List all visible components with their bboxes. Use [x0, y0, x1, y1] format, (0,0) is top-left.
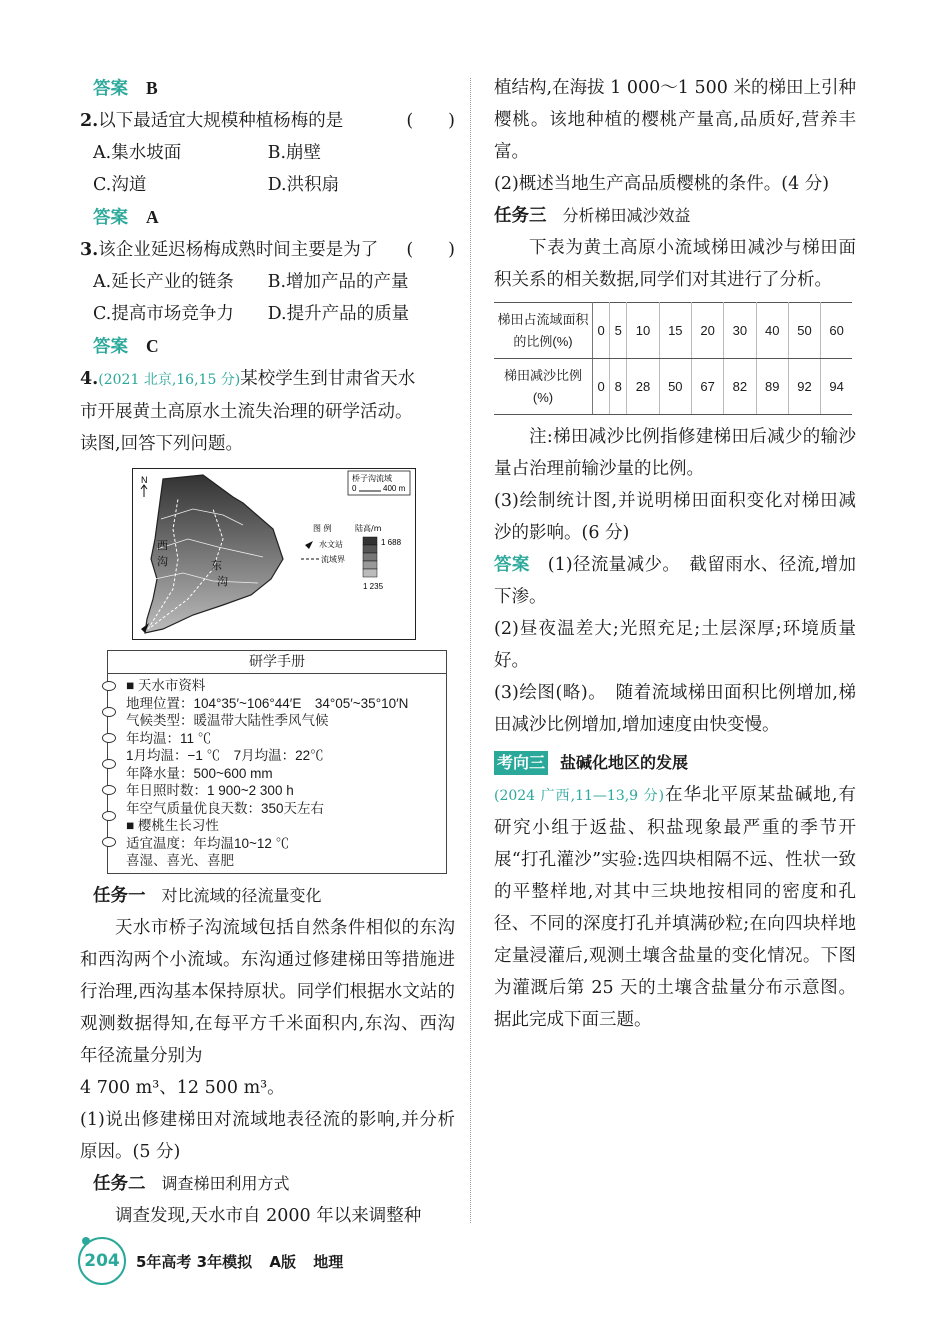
binder-ring-icon [102, 759, 116, 769]
map-title: 桥子沟流域 [352, 474, 392, 483]
question-3-options-row2: C.提高市场竞争力 D.提升产品的质量 [93, 304, 410, 324]
table-cell: 10 [627, 303, 659, 359]
north-arrow-icon [141, 485, 147, 497]
watershed-map-svg [133, 469, 415, 639]
study-manual [107, 650, 447, 874]
left-column [80, 72, 455, 1232]
table-cell: 0 [593, 303, 610, 359]
table-row [494, 303, 852, 359]
page-footer [78, 1237, 355, 1285]
question-2: 2.以下最适宜大规模种植杨梅的是 ( ) [80, 111, 455, 131]
question-4: 4.(2021 北京,16,15 分)某校学生到甘肃省天水 [80, 369, 416, 389]
manual-line: 喜湿、喜光、喜肥 [126, 853, 234, 868]
table-cell: 50 [788, 303, 820, 359]
watershed-map [132, 468, 416, 640]
altitude-swatch [363, 561, 377, 569]
manual-line: 适宜温度：年均温10~12 ℃ [126, 835, 290, 851]
manual-line: 1月均温：−1 ℃ 7月均温：22℃ [126, 748, 324, 763]
terrace-data-table [494, 302, 852, 415]
table-cell: 89 [756, 359, 788, 415]
scale-right: 400 m [383, 484, 406, 493]
question-2-options-row1: A.集水坡面 B.崩壁 [93, 143, 322, 163]
table-cell: 94 [821, 359, 852, 415]
section-title: 盐碱化地区的发展 [560, 753, 689, 772]
table-cell: 5 [610, 303, 627, 359]
book-info [136, 1251, 355, 1272]
table-note: 注:梯田减沙比例指修建梯田后减少的输沙量占治理前输沙量的比例。 [494, 427, 856, 479]
task-2-paragraph: 调查发现,天水市自 2000 年以来调整种 [115, 1205, 422, 1226]
table-cell: 15 [659, 303, 691, 359]
page-number-badge [78, 1237, 126, 1285]
answer-2: 答案 A [93, 207, 159, 228]
binder-ring-icon [102, 811, 116, 821]
question-3-options-row1: A.延长产业的链条 B.增加产品的产量 [93, 272, 409, 292]
table-cell: 50 [659, 359, 691, 415]
table-cell: 30 [724, 303, 756, 359]
manual-line: ■ 樱桃生长习性 [126, 818, 219, 833]
column-divider [470, 78, 471, 1223]
task-1-heading: 任务一 对比流域的径流量变化 [93, 885, 322, 906]
manual-line: 年均温：11 ℃ [126, 730, 212, 746]
binder-ring-icon [102, 837, 116, 847]
question-4-1: (1)说出修建梯田对流域地表径流的影响,并分析原因。(5 分) [80, 1109, 455, 1162]
answer-3: 答案 C [93, 336, 159, 357]
book-subject: 地理 [313, 1252, 344, 1271]
answer-4-part3: (3)绘图(略)。 随着流域梯田面积比例增加,梯田减沙比例增加,增加速度由快变慢。 [494, 683, 856, 735]
binder-ring-icon [102, 733, 116, 743]
table-cell: 60 [821, 303, 852, 359]
altitude-max: 1 688 [381, 538, 402, 547]
legend-boundary-label: 流域界 [321, 555, 345, 564]
manual-line: 年空气质量优良天数：350天左右 [126, 800, 325, 816]
answer-4: 答案 (1)径流量减少。 截留雨水、径流,增加下渗。 [494, 555, 856, 607]
table-cell: 20 [691, 303, 723, 359]
page-number: 204 [84, 1251, 120, 1271]
table-cell: 92 [788, 359, 820, 415]
altitude-swatch [363, 569, 377, 577]
manual-line: 年日照时数：1 900~2 300 h [126, 783, 294, 798]
section-tag: 考向三 [494, 751, 548, 775]
row-header: 梯田减沙比例(%) [494, 359, 593, 415]
task-2-heading: 任务二 调查梯田利用方式 [93, 1173, 290, 1194]
question-4-line2: 市开展黄土高原水土流失治理的研学活动。 [80, 402, 413, 422]
north-label: N [141, 475, 148, 485]
legend-title: 图 例 [313, 524, 332, 533]
table-cell: 28 [627, 359, 659, 415]
manual-line: 气候类型：暖温带大陆性季风气候 [126, 713, 329, 728]
east-gully-label: 东沟 [211, 559, 228, 588]
altitude-title: 陆高/m [355, 524, 382, 533]
manual-line: 地理位置：104°35′~106°44′E 34°05′~35°10′N [126, 695, 409, 711]
manual-line: 年降水量：500~600 mm [126, 765, 273, 781]
table-cell: 67 [691, 359, 723, 415]
legend-station-label: 水文站 [319, 540, 343, 549]
question-4-line3: 读图,回答下列问题。 [80, 434, 244, 454]
task-3-heading: 任务三 分析梯田减沙效益 [494, 206, 691, 226]
row-header: 梯田占流域面积的比例(%) [494, 303, 593, 359]
table-cell: 82 [724, 359, 756, 415]
book-edition: A版 [269, 1252, 296, 1271]
altitude-swatch [363, 537, 377, 545]
task-3-paragraph: 下表为黄土高原小流域梯田减沙与梯田面积关系的相关数据,同学们对其进行了分析。 [494, 238, 856, 290]
table-cell: 40 [756, 303, 788, 359]
answer-4-part2: (2)昼夜温差大;光照充足;土层深厚;环境质量好。 [494, 619, 856, 671]
table-cell: 0 [593, 359, 610, 415]
task-1-values: 4 700 m³、12 500 m³。 [80, 1077, 285, 1098]
section-heading [494, 747, 856, 779]
study-manual-body [108, 674, 446, 873]
right-column [494, 72, 856, 1036]
scale-left: 0 [352, 484, 357, 493]
binder-ring-icon [102, 681, 116, 691]
binder-ring-icon [102, 707, 116, 717]
task-1-paragraph: 天水市桥子沟流域包括自然条件相似的东沟和西沟两个小流域。东沟通过修建梯田等措施进行治理,西沟基本保持原状。同学们根据水文站的观测数据得知,在每平方千米面积内,东沟、西沟年径流量分别为 [80, 917, 455, 1066]
altitude-swatch [363, 545, 377, 553]
study-manual-title: 研学手册 [108, 651, 446, 674]
altitude-swatch [363, 553, 377, 561]
question-4-3: (3)绘制统计图,并说明梯田面积变化对梯田减沙的影响。(6 分) [494, 491, 856, 543]
answer-1: 答案 B [93, 78, 158, 99]
section-paragraph: (2024 广西,11—13,9 分)在华北平原某盐碱地,有研究小组于返盐、积盐现象最严重的季节开展“打孔灌沙”实验:选四块相隔不远、性状一致的平整样地,对其中三块地按相同的密度和孔径、不同的深度打孔并填满砂粒;在向四块样地定量浸灌后,观测土壤含盐量的变化情况。下图为灌溉后第 25 天的土壤含盐量分布示意图。据此完成下面三题。 [494, 785, 857, 1030]
manual-line: ■ 天水市资料 [126, 678, 206, 693]
question-2-options-row2: C.沟道 D.洪积扇 [93, 175, 340, 195]
table-cell: 8 [610, 359, 627, 415]
book-title: 5年高考 3年模拟 [136, 1252, 253, 1271]
watershed-area [145, 475, 283, 633]
altitude-min: 1 235 [363, 582, 384, 591]
continued-paragraph: 植结构,在海拔 1 000～1 500 米的梯田上引种樱桃。该地种植的樱桃产量高,品质好,营养丰富。 [494, 78, 856, 162]
question-4-2: (2)概述当地生产高品质樱桃的条件。(4 分) [494, 174, 830, 194]
west-gully-label: 西沟 [157, 539, 168, 568]
badge-dot-icon [82, 1237, 90, 1245]
binder-ring-icon [102, 785, 116, 795]
table-row [494, 359, 852, 415]
legend-station-icon [305, 541, 313, 549]
question-3: 3.该企业延迟杨梅成熟时间主要是为了 ( ) [80, 240, 455, 260]
